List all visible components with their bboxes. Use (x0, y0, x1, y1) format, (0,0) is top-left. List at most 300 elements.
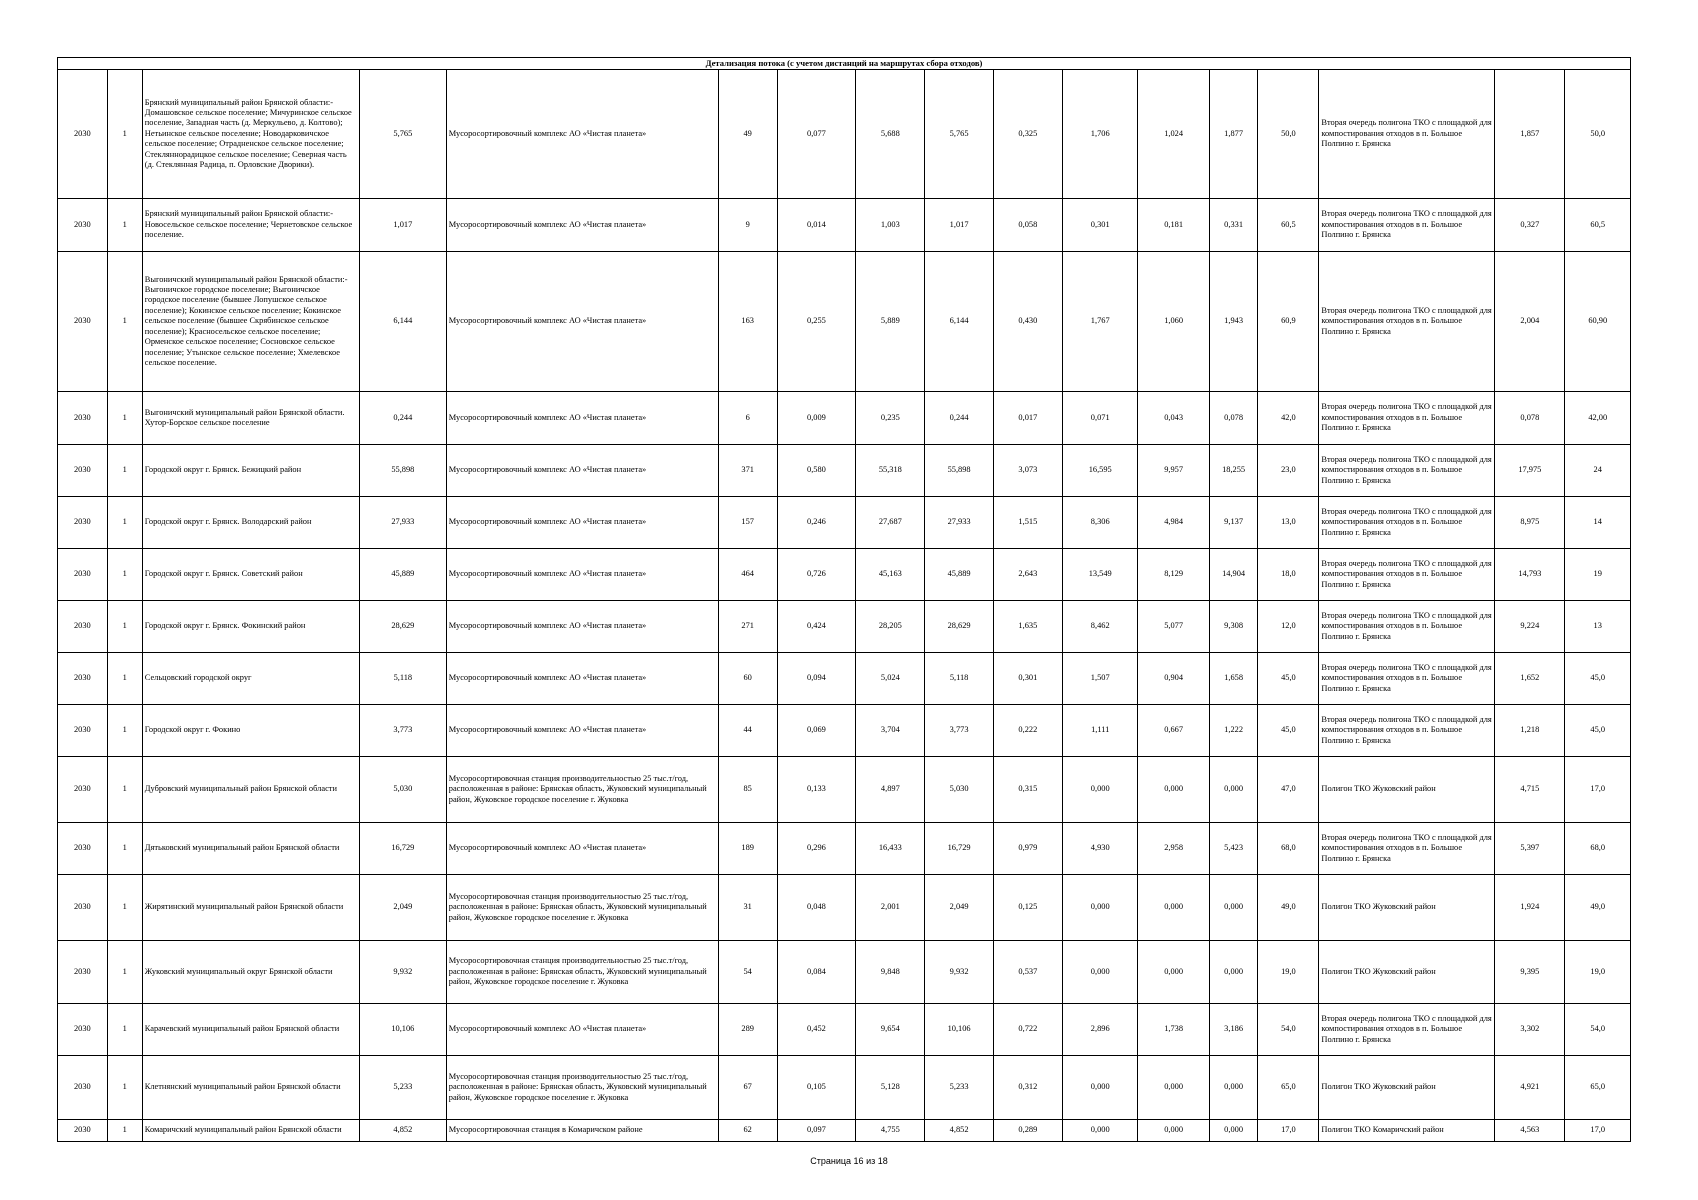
cell-distance-b: 17,0 (1565, 757, 1631, 823)
cell-distance-to-facility: 31 (718, 875, 777, 941)
cell-volume-total: 28,629 (359, 601, 446, 653)
cell-distance-b: 50,0 (1565, 70, 1631, 199)
cell-value-g: 9,137 (1209, 497, 1258, 549)
cell-value-a: 0,255 (777, 252, 856, 392)
cell-value-c: 10,106 (925, 1004, 993, 1056)
cell-stage: 1 (107, 875, 142, 941)
cell-disposal-volume: 2,004 (1495, 252, 1565, 392)
cell-disposal-volume: 0,327 (1495, 199, 1565, 252)
cell-value-d: 0,125 (993, 875, 1062, 941)
cell-municipality: Выгоничский муниципальный район Брянской области. Хутор-Борское сельское поселение (142, 392, 359, 445)
cell-disposal-volume: 3,302 (1495, 1004, 1565, 1056)
cell-value-f: 0,043 (1138, 392, 1209, 445)
cell-value-c: 0,244 (925, 392, 993, 445)
table-row (58, 252, 1631, 392)
cell-municipality: Жирятинский муниципальный район Брянской области (142, 875, 359, 941)
cell-value-c: 5,118 (925, 653, 993, 705)
table-row (58, 705, 1631, 757)
cell-value-g: 1,943 (1209, 252, 1258, 392)
cell-disposal-volume: 4,921 (1495, 1056, 1565, 1120)
cell-value-f: 8,129 (1138, 549, 1209, 601)
cell-distance-a: 12,0 (1258, 601, 1319, 653)
cell-value-d: 2,643 (993, 549, 1062, 601)
cell-volume-total: 0,244 (359, 392, 446, 445)
table-row (58, 497, 1631, 549)
cell-distance-b: 14 (1565, 497, 1631, 549)
cell-value-f: 1,060 (1138, 252, 1209, 392)
cell-distance-a: 49,0 (1258, 875, 1319, 941)
cell-value-c: 2,049 (925, 875, 993, 941)
cell-distance-to-facility: 163 (718, 252, 777, 392)
cell-municipality: Брянский муниципальный район Брянской области:- Домашовское сельское поселение; Мичуринское сельское поселение, Западная часть (д. Меркульево, д. Колтово); Нетьинское сельское поселение; Новодарковичское сельское поселение; Отрадненское сельское поселение; Стекляннорадицкое сельское поселение; Северная часть (д. Стеклянная Радица, п. Орловские Дворики). (142, 70, 359, 199)
cell-distance-a: 42,0 (1258, 392, 1319, 445)
cell-disposal-volume: 14,793 (1495, 549, 1565, 601)
table-row (58, 823, 1631, 875)
cell-value-d: 0,312 (993, 1056, 1062, 1120)
cell-value-e: 1,767 (1062, 252, 1137, 392)
cell-value-a: 0,296 (777, 823, 856, 875)
cell-value-c: 5,765 (925, 70, 993, 199)
cell-volume-total: 45,889 (359, 549, 446, 601)
cell-volume-total: 9,932 (359, 941, 446, 1004)
cell-value-b: 16,433 (856, 823, 925, 875)
cell-value-b: 45,163 (856, 549, 925, 601)
cell-stage: 1 (107, 705, 142, 757)
cell-value-c: 16,729 (925, 823, 993, 875)
cell-disposal-facility: Полигон ТКО Жуковский район (1319, 875, 1495, 941)
cell-value-g: 0,000 (1209, 757, 1258, 823)
document-sheet (57, 57, 1631, 1142)
cell-distance-b: 19,0 (1565, 941, 1631, 1004)
cell-disposal-facility: Полигон ТКО Жуковский район (1319, 941, 1495, 1004)
cell-value-b: 9,848 (856, 941, 925, 1004)
cell-value-f: 0,000 (1138, 941, 1209, 1004)
table-row (58, 653, 1631, 705)
cell-volume-total: 6,144 (359, 252, 446, 392)
cell-disposal-facility: Вторая очередь полигона ТКО с площадкой для компостирования отходов в п. Большое Полпино г. Брянска (1319, 445, 1495, 497)
cell-value-b: 2,001 (856, 875, 925, 941)
cell-distance-a: 68,0 (1258, 823, 1319, 875)
cell-value-d: 0,289 (993, 1120, 1062, 1142)
cell-sorting-facility: Мусоросортировочный комплекс АО «Чистая планета» (446, 823, 718, 875)
cell-value-a: 0,726 (777, 549, 856, 601)
cell-sorting-facility: Мусоросортировочный комплекс АО «Чистая планета» (446, 392, 718, 445)
cell-value-a: 0,105 (777, 1056, 856, 1120)
cell-sorting-facility: Мусоросортировочный комплекс АО «Чистая планета» (446, 252, 718, 392)
table-row (58, 757, 1631, 823)
cell-value-c: 55,898 (925, 445, 993, 497)
cell-distance-to-facility: 371 (718, 445, 777, 497)
cell-value-e: 1,706 (1062, 70, 1137, 199)
cell-distance-to-facility: 85 (718, 757, 777, 823)
cell-value-c: 5,030 (925, 757, 993, 823)
cell-value-g: 9,308 (1209, 601, 1258, 653)
cell-distance-b: 17,0 (1565, 1120, 1631, 1142)
cell-distance-b: 13 (1565, 601, 1631, 653)
cell-year: 2030 (58, 497, 108, 549)
cell-value-d: 0,315 (993, 757, 1062, 823)
table-row (58, 941, 1631, 1004)
cell-stage: 1 (107, 1004, 142, 1056)
cell-value-e: 1,507 (1062, 653, 1137, 705)
cell-value-a: 0,009 (777, 392, 856, 445)
cell-sorting-facility: Мусоросортировочная станция производительностью 25 тыс.т/год, расположенная в районе: Брянская область, Жуковский муниципальный район, Жуковское городское поселение г. Жуковка (446, 875, 718, 941)
cell-stage: 1 (107, 1120, 142, 1142)
cell-volume-total: 5,118 (359, 653, 446, 705)
cell-disposal-facility: Вторая очередь полигона ТКО с площадкой для компостирования отходов в п. Большое Полпино г. Брянска (1319, 653, 1495, 705)
cell-distance-to-facility: 6 (718, 392, 777, 445)
table-title: Детализация потока (с учетом дистанций на маршрутах сбора отходов) (58, 58, 1631, 70)
cell-distance-b: 49,0 (1565, 875, 1631, 941)
cell-distance-b: 60,5 (1565, 199, 1631, 252)
cell-sorting-facility: Мусоросортировочный комплекс АО «Чистая планета» (446, 445, 718, 497)
cell-volume-total: 5,765 (359, 70, 446, 199)
cell-value-d: 0,430 (993, 252, 1062, 392)
cell-value-f: 4,984 (1138, 497, 1209, 549)
cell-value-d: 0,222 (993, 705, 1062, 757)
cell-value-e: 2,896 (1062, 1004, 1137, 1056)
cell-sorting-facility: Мусоросортировочный комплекс АО «Чистая планета» (446, 549, 718, 601)
cell-value-f: 1,024 (1138, 70, 1209, 199)
cell-value-b: 4,755 (856, 1120, 925, 1142)
cell-disposal-facility: Вторая очередь полигона ТКО с площадкой для компостирования отходов в п. Большое Полпино г. Брянска (1319, 392, 1495, 445)
cell-value-e: 0,000 (1062, 941, 1137, 1004)
cell-value-e: 0,071 (1062, 392, 1137, 445)
cell-volume-total: 5,030 (359, 757, 446, 823)
cell-disposal-volume: 9,224 (1495, 601, 1565, 653)
cell-distance-b: 65,0 (1565, 1056, 1631, 1120)
cell-stage: 1 (107, 252, 142, 392)
cell-value-e: 0,000 (1062, 757, 1137, 823)
cell-year: 2030 (58, 199, 108, 252)
cell-distance-to-facility: 54 (718, 941, 777, 1004)
cell-sorting-facility: Мусоросортировочный комплекс АО «Чистая планета» (446, 601, 718, 653)
cell-value-d: 1,635 (993, 601, 1062, 653)
cell-distance-b: 19 (1565, 549, 1631, 601)
table-row (58, 1056, 1631, 1120)
cell-sorting-facility: Мусоросортировочный комплекс АО «Чистая планета» (446, 705, 718, 757)
cell-value-f: 0,000 (1138, 1056, 1209, 1120)
cell-sorting-facility: Мусоросортировочный комплекс АО «Чистая планета» (446, 1004, 718, 1056)
cell-value-b: 27,687 (856, 497, 925, 549)
cell-value-g: 0,000 (1209, 1120, 1258, 1142)
cell-value-c: 27,933 (925, 497, 993, 549)
cell-year: 2030 (58, 653, 108, 705)
cell-stage: 1 (107, 549, 142, 601)
cell-disposal-facility: Вторая очередь полигона ТКО с площадкой для компостирования отходов в п. Большое Полпино г. Брянска (1319, 497, 1495, 549)
cell-volume-total: 1,017 (359, 199, 446, 252)
cell-value-g: 1,222 (1209, 705, 1258, 757)
cell-value-g: 0,000 (1209, 875, 1258, 941)
cell-disposal-facility: Вторая очередь полигона ТКО с площадкой для компостирования отходов в п. Большое Полпино г. Брянска (1319, 705, 1495, 757)
cell-value-d: 0,301 (993, 653, 1062, 705)
cell-value-c: 45,889 (925, 549, 993, 601)
cell-stage: 1 (107, 941, 142, 1004)
table-row (58, 1120, 1631, 1142)
cell-value-e: 8,462 (1062, 601, 1137, 653)
table-row (58, 392, 1631, 445)
cell-value-e: 8,306 (1062, 497, 1137, 549)
cell-distance-to-facility: 157 (718, 497, 777, 549)
cell-distance-b: 68,0 (1565, 823, 1631, 875)
cell-municipality: Комаричский муниципальный район Брянской области (142, 1120, 359, 1142)
cell-stage: 1 (107, 823, 142, 875)
cell-volume-total: 16,729 (359, 823, 446, 875)
cell-distance-a: 54,0 (1258, 1004, 1319, 1056)
cell-municipality: Карачевский муниципальный район Брянской области (142, 1004, 359, 1056)
cell-value-g: 5,423 (1209, 823, 1258, 875)
cell-disposal-facility: Вторая очередь полигона ТКО с площадкой для компостирования отходов в п. Большое Полпино г. Брянска (1319, 1004, 1495, 1056)
cell-value-f: 0,181 (1138, 199, 1209, 252)
cell-value-a: 0,424 (777, 601, 856, 653)
cell-disposal-volume: 1,218 (1495, 705, 1565, 757)
cell-disposal-volume: 9,395 (1495, 941, 1565, 1004)
cell-distance-a: 45,0 (1258, 653, 1319, 705)
cell-disposal-facility: Вторая очередь полигона ТКО с площадкой для компостирования отходов в п. Большое Полпино г. Брянска (1319, 601, 1495, 653)
cell-distance-a: 19,0 (1258, 941, 1319, 1004)
cell-sorting-facility: Мусоросортировочный комплекс АО «Чистая планета» (446, 70, 718, 199)
cell-distance-a: 60,5 (1258, 199, 1319, 252)
cell-value-b: 28,205 (856, 601, 925, 653)
cell-distance-b: 42,00 (1565, 392, 1631, 445)
cell-sorting-facility: Мусоросортировочная станция производительностью 25 тыс.т/год, расположенная в районе: Брянская область, Жуковский муниципальный район, Жуковское городское поселение г. Жуковка (446, 757, 718, 823)
cell-year: 2030 (58, 549, 108, 601)
cell-year: 2030 (58, 252, 108, 392)
cell-value-g: 18,255 (1209, 445, 1258, 497)
cell-distance-a: 23,0 (1258, 445, 1319, 497)
cell-value-c: 1,017 (925, 199, 993, 252)
cell-distance-b: 45,0 (1565, 705, 1631, 757)
cell-volume-total: 2,049 (359, 875, 446, 941)
cell-value-a: 0,077 (777, 70, 856, 199)
cell-value-a: 0,069 (777, 705, 856, 757)
flow-detail-table (57, 57, 1631, 1142)
cell-value-c: 3,773 (925, 705, 993, 757)
cell-municipality: Городской округ г. Брянск. Фокинский район (142, 601, 359, 653)
table-row (58, 875, 1631, 941)
cell-year: 2030 (58, 941, 108, 1004)
cell-distance-to-facility: 9 (718, 199, 777, 252)
cell-value-f: 2,958 (1138, 823, 1209, 875)
cell-value-g: 3,186 (1209, 1004, 1258, 1056)
cell-value-e: 13,549 (1062, 549, 1137, 601)
cell-value-a: 0,246 (777, 497, 856, 549)
cell-disposal-volume: 8,975 (1495, 497, 1565, 549)
cell-municipality: Городской округ г. Брянск. Советский район (142, 549, 359, 601)
cell-volume-total: 55,898 (359, 445, 446, 497)
cell-year: 2030 (58, 705, 108, 757)
cell-stage: 1 (107, 392, 142, 445)
cell-distance-to-facility: 271 (718, 601, 777, 653)
cell-value-a: 0,014 (777, 199, 856, 252)
cell-distance-a: 17,0 (1258, 1120, 1319, 1142)
cell-disposal-facility: Полигон ТКО Жуковский район (1319, 757, 1495, 823)
cell-disposal-volume: 0,078 (1495, 392, 1565, 445)
cell-value-f: 5,077 (1138, 601, 1209, 653)
cell-value-b: 5,128 (856, 1056, 925, 1120)
cell-value-e: 0,000 (1062, 1120, 1137, 1142)
cell-municipality: Дятьковский муниципальный район Брянской области (142, 823, 359, 875)
cell-distance-a: 50,0 (1258, 70, 1319, 199)
cell-distance-to-facility: 67 (718, 1056, 777, 1120)
cell-stage: 1 (107, 601, 142, 653)
cell-stage: 1 (107, 497, 142, 549)
cell-value-b: 1,003 (856, 199, 925, 252)
cell-disposal-volume: 1,857 (1495, 70, 1565, 199)
cell-value-e: 0,000 (1062, 875, 1137, 941)
cell-value-c: 9,932 (925, 941, 993, 1004)
cell-value-b: 3,704 (856, 705, 925, 757)
cell-distance-to-facility: 289 (718, 1004, 777, 1056)
cell-distance-to-facility: 189 (718, 823, 777, 875)
cell-value-d: 1,515 (993, 497, 1062, 549)
cell-disposal-facility: Вторая очередь полигона ТКО с площадкой для компостирования отходов в п. Большое Полпино г. Брянска (1319, 823, 1495, 875)
cell-volume-total: 4,852 (359, 1120, 446, 1142)
cell-disposal-facility: Вторая очередь полигона ТКО с площадкой для компостирования отходов в п. Большое Полпино г. Брянска (1319, 549, 1495, 601)
cell-value-a: 0,580 (777, 445, 856, 497)
cell-value-e: 16,595 (1062, 445, 1137, 497)
cell-volume-total: 10,106 (359, 1004, 446, 1056)
cell-value-a: 0,097 (777, 1120, 856, 1142)
cell-distance-a: 47,0 (1258, 757, 1319, 823)
cell-sorting-facility: Мусоросортировочная станция производительностью 25 тыс.т/год, расположенная в районе: Брянская область, Жуковский муниципальный район, Жуковское городское поселение г. Жуковка (446, 941, 718, 1004)
cell-value-g: 1,658 (1209, 653, 1258, 705)
cell-value-g: 1,877 (1209, 70, 1258, 199)
cell-distance-to-facility: 464 (718, 549, 777, 601)
cell-stage: 1 (107, 757, 142, 823)
cell-value-c: 28,629 (925, 601, 993, 653)
cell-distance-to-facility: 60 (718, 653, 777, 705)
cell-stage: 1 (107, 199, 142, 252)
cell-value-d: 0,537 (993, 941, 1062, 1004)
cell-value-e: 0,301 (1062, 199, 1137, 252)
cell-value-a: 0,452 (777, 1004, 856, 1056)
cell-distance-a: 18,0 (1258, 549, 1319, 601)
cell-value-f: 0,667 (1138, 705, 1209, 757)
cell-value-d: 0,017 (993, 392, 1062, 445)
cell-value-d: 0,325 (993, 70, 1062, 199)
cell-value-a: 0,133 (777, 757, 856, 823)
cell-municipality: Сельцовский городской округ (142, 653, 359, 705)
cell-year: 2030 (58, 875, 108, 941)
cell-year: 2030 (58, 392, 108, 445)
cell-value-e: 0,000 (1062, 1056, 1137, 1120)
cell-sorting-facility: Мусоросортировочный комплекс АО «Чистая планета» (446, 653, 718, 705)
table-row (58, 549, 1631, 601)
cell-distance-to-facility: 62 (718, 1120, 777, 1142)
cell-municipality: Городской округ г. Брянск. Володарский район (142, 497, 359, 549)
cell-value-b: 5,688 (856, 70, 925, 199)
page-number: Страница 16 из 18 (810, 1156, 888, 1166)
table-title-row (58, 58, 1631, 70)
cell-value-b: 55,318 (856, 445, 925, 497)
cell-value-d: 0,979 (993, 823, 1062, 875)
cell-value-f: 1,738 (1138, 1004, 1209, 1056)
cell-year: 2030 (58, 70, 108, 199)
cell-distance-a: 13,0 (1258, 497, 1319, 549)
cell-disposal-volume: 4,563 (1495, 1120, 1565, 1142)
cell-value-c: 6,144 (925, 252, 993, 392)
cell-value-g: 0,000 (1209, 1056, 1258, 1120)
cell-value-f: 0,000 (1138, 875, 1209, 941)
cell-sorting-facility: Мусоросортировочная станция в Комаричском районе (446, 1120, 718, 1142)
cell-disposal-volume: 1,924 (1495, 875, 1565, 941)
cell-value-b: 0,235 (856, 392, 925, 445)
cell-distance-to-facility: 49 (718, 70, 777, 199)
cell-value-g: 0,078 (1209, 392, 1258, 445)
cell-value-f: 9,957 (1138, 445, 1209, 497)
cell-volume-total: 3,773 (359, 705, 446, 757)
cell-distance-b: 45,0 (1565, 653, 1631, 705)
cell-distance-to-facility: 44 (718, 705, 777, 757)
cell-year: 2030 (58, 1056, 108, 1120)
cell-sorting-facility: Мусоросортировочная станция производительностью 25 тыс.т/год, расположенная в районе: Брянская область, Жуковский муниципальный район, Жуковское городское поселение г. Жуковка (446, 1056, 718, 1120)
cell-value-g: 0,000 (1209, 941, 1258, 1004)
cell-value-g: 14,904 (1209, 549, 1258, 601)
cell-value-d: 0,722 (993, 1004, 1062, 1056)
cell-stage: 1 (107, 1056, 142, 1120)
cell-value-c: 4,852 (925, 1120, 993, 1142)
cell-municipality: Дубровский муниципальный район Брянской области (142, 757, 359, 823)
table-row (58, 199, 1631, 252)
cell-sorting-facility: Мусоросортировочный комплекс АО «Чистая планета» (446, 497, 718, 549)
cell-distance-a: 65,0 (1258, 1056, 1319, 1120)
cell-year: 2030 (58, 823, 108, 875)
cell-value-b: 9,654 (856, 1004, 925, 1056)
cell-municipality: Городской округ г. Брянск. Бежицкий район (142, 445, 359, 497)
cell-stage: 1 (107, 445, 142, 497)
table-row (58, 70, 1631, 199)
cell-distance-b: 24 (1565, 445, 1631, 497)
table-row (58, 601, 1631, 653)
cell-value-f: 0,904 (1138, 653, 1209, 705)
cell-year: 2030 (58, 601, 108, 653)
cell-distance-b: 60,90 (1565, 252, 1631, 392)
cell-value-a: 0,048 (777, 875, 856, 941)
cell-disposal-facility: Полигон ТКО Комаричский район (1319, 1120, 1495, 1142)
cell-value-b: 4,897 (856, 757, 925, 823)
cell-year: 2030 (58, 1120, 108, 1142)
table-row (58, 445, 1631, 497)
cell-year: 2030 (58, 1004, 108, 1056)
cell-municipality: Клетнянский муниципальный район Брянской области (142, 1056, 359, 1120)
cell-value-g: 0,331 (1209, 199, 1258, 252)
cell-disposal-facility: Вторая очередь полигона ТКО с площадкой для компостирования отходов в п. Большое Полпино г. Брянска (1319, 70, 1495, 199)
cell-stage: 1 (107, 70, 142, 199)
cell-municipality: Жуковский муниципальный округ Брянской области (142, 941, 359, 1004)
cell-value-a: 0,084 (777, 941, 856, 1004)
cell-value-f: 0,000 (1138, 757, 1209, 823)
cell-disposal-volume: 17,975 (1495, 445, 1565, 497)
cell-volume-total: 5,233 (359, 1056, 446, 1120)
cell-value-c: 5,233 (925, 1056, 993, 1120)
cell-year: 2030 (58, 445, 108, 497)
cell-municipality: Городской округ г. Фокино (142, 705, 359, 757)
cell-disposal-facility: Вторая очередь полигона ТКО с площадкой для компостирования отходов в п. Большое Полпино г. Брянска (1319, 252, 1495, 392)
cell-municipality: Брянский муниципальный район Брянской области:- Новосельское сельское поселение; Чернетовское сельское поселение. (142, 199, 359, 252)
cell-distance-a: 45,0 (1258, 705, 1319, 757)
cell-municipality: Выгоничский муниципальный район Брянской области:- Выгоничское городское поселение; Выгоничское городское поселение (бывшее Лопушское сельское поселение); Кокинское сельское поселение; Кокинское сельское поселение (бывшее Скрябинское сельское поселение); Красносельское сельское поселение; Орменское сельское поселение; Сосновское сельское поселение; Утынское сельское поселение; Хмелевское сельское поселение. (142, 252, 359, 392)
cell-value-b: 5,889 (856, 252, 925, 392)
cell-disposal-facility: Вторая очередь полигона ТКО с площадкой для компостирования отходов в п. Большое Полпино г. Брянска (1319, 199, 1495, 252)
cell-year: 2030 (58, 757, 108, 823)
cell-disposal-facility: Полигон ТКО Жуковский район (1319, 1056, 1495, 1120)
cell-value-b: 5,024 (856, 653, 925, 705)
table-row (58, 1004, 1631, 1056)
cell-distance-b: 54,0 (1565, 1004, 1631, 1056)
cell-stage: 1 (107, 653, 142, 705)
cell-value-a: 0,094 (777, 653, 856, 705)
